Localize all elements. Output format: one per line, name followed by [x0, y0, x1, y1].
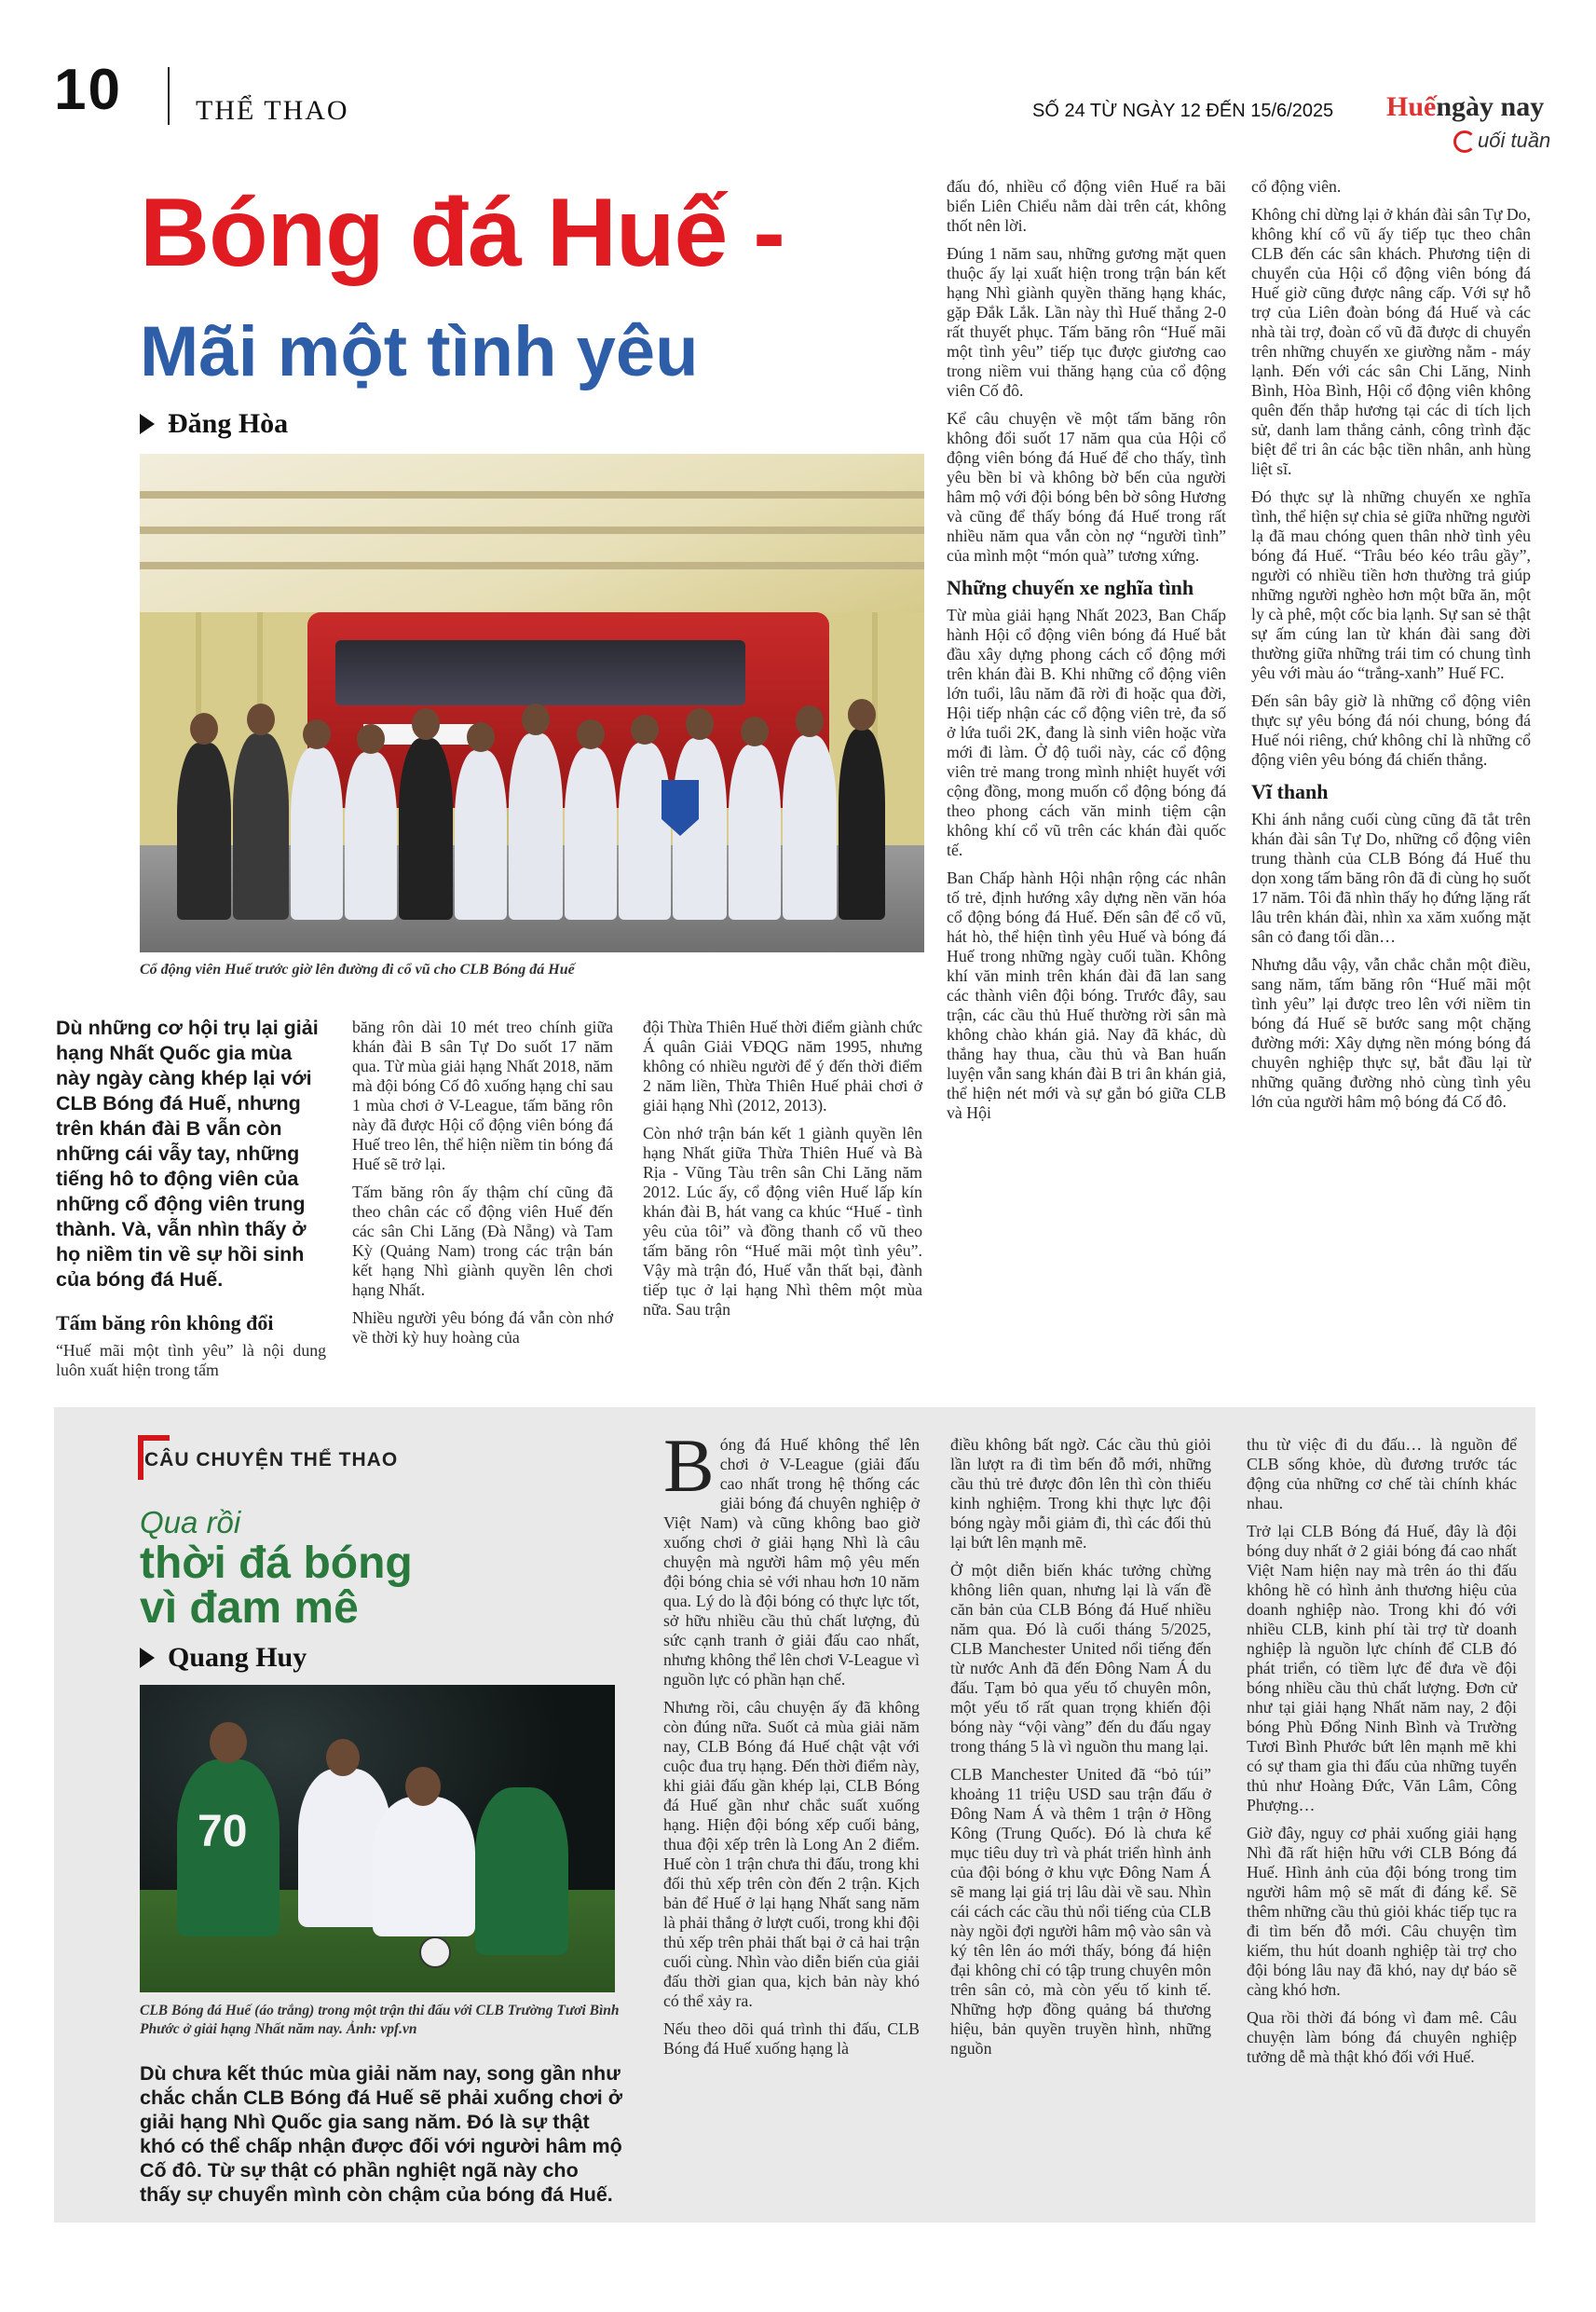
- paragraph: cổ động viên.: [1251, 177, 1342, 196]
- section-title: THỂ THAO: [196, 95, 349, 126]
- paragraph: Nhiều người yêu bóng đá vẫn còn nhớ về thời kỳ huy hoàng của: [352, 1308, 613, 1347]
- article-title-line2: Mãi một tình yêu: [140, 312, 699, 391]
- paragraph: Đúng 1 năm sau, những gương mặt quen thuộc ấy lại xuất hiện trong trận bán kết hạng Nhì giành quyền thăng hạng khác, gặp Đắk Lắk. Lần này thì Huế thắng 2-0 rất thuyết phục. Tấm băng rôn “Huế mãi một tình yêu” tiếp tục được giương cao trong niềm vui thăng hạng của cổ động viên Cố đô.: [947, 244, 1226, 400]
- sidebar-author: Quang Huy: [168, 1642, 307, 1673]
- paragraph: đấu đó, nhiều cổ động viên Huế ra bãi biển Liên Chiểu nằm dài trên cát, không thốt nên lời.: [947, 177, 1226, 235]
- paragraph: thu từ việc đi du đấu… là nguồn để CLB sống khỏe, dù đương trước tác động của những cơ chế tài chính khác nhau.: [1247, 1435, 1517, 1512]
- match-photo: 70: [140, 1685, 615, 1992]
- subheading-bus-trips: Những chuyến xe nghĩa tình: [947, 576, 1194, 599]
- sidebar-column-3: [1247, 1435, 1517, 2075]
- paragraph: Không chỉ dừng lại ở khán đài sân Tự Do, không khí cổ vũ ấy tiếp tục theo chân CLB đến các sân khách. Phương tiện di chuyển của Hội cổ động viên bóng đá Huế giờ cũng được nâng cấp. Với sự hỗ trợ của Liên đoàn bóng đá Huế và các nhà tài trợ, đoàn cổ vũ đã được di chuyển trên những chuyến xe giường nằm - máy lạnh. Đến với các sân Chi Lăng, Ninh Bình, Hòa Bình, Hội cổ động viên không quên đến thắp hương tại các di tích lịch sử, danh lam thắng cảnh, công trình đặc biệt để tri ân các bậc tiền nhân, anh hùng liệt sĩ.: [1251, 205, 1531, 478]
- sidebar-column-2: [950, 1435, 1211, 2067]
- fans-photo: [140, 454, 924, 952]
- fan-group: [177, 705, 885, 920]
- header-divider: [168, 67, 170, 125]
- article-column-3: [643, 1018, 922, 1328]
- sidebar-lead: Dù chưa kết thúc mùa giải năm nay, song gần như chắc chắn CLB Bóng đá Huế sẽ phải xuống chơi ở giải hạng Nhì Quốc gia sang năm. Đó là sự thật khó có thể chấp nhận được đối với người hâm mộ Cố đô. Từ sự thật có phần nghiệt ngã này cho thấy sự chuyển mình còn chậm của bóng đá Huế.: [140, 2062, 622, 2206]
- paragraph: Từ mùa giải hạng Nhất 2023, Ban Chấp hành Hội cổ động viên bóng đá Huế bắt đầu xây dựng phong cách cổ động mới trên khán đài B. Khi những cổ động viên lớn tuổi, lâu năm đã rời đi hoặc qua đời, Hội tiếp nhận các cổ động viên trẻ, đa số ở lứa tuổi 2K, đang là sinh viên hoặc vừa mới đi làm. Ở độ tuổi này, các cổ động viên trẻ mang trong mình nhiệt huyết với cộng đồng, mong muốn cổ động bóng đá theo phong cách văn minh tiệm cận không khí cổ vũ trên các khán đài quốc tế.: [947, 606, 1226, 859]
- triangle-icon: [140, 1648, 155, 1668]
- subheading-epilogue: Vĩ thanh: [1251, 780, 1329, 803]
- drop-cap: B: [663, 1423, 715, 1508]
- sidebar-label: CÂU CHUYỆN THỂ THAO: [144, 1449, 399, 1471]
- paragraph: Nhưng rồi, câu chuyện ấy đã không còn đúng nữa. Suốt cả mùa giải năm nay, CLB Bóng đá Huế chật vật với cuộc đua trụ hạng. Đến thời điểm này, khi giải đấu gần khép lại, CLB Bóng đá Huế gần như chắc suất xuống hạng. Hiện đội bóng xếp cuối bảng, thua đội xếp trên là Long An 2 điểm. Huế còn 1 trận chưa thi đấu, trong khi đối thủ xếp trên còn đến 2 trận. Kịch bản để Huế ở lại hạng Nhất sang năm là phải thắng ở lượt cuối, trong khi đội thủ xếp trên phải thất bại ở cả hai trận cuối cùng. Nhìn vào diễn biến của giải đấu thời gian qua, kịch bản này khó có thể xảy ra.: [663, 1698, 920, 2010]
- paragraph: Kể câu chuyện về một tấm băng rôn không đổi suốt 17 năm qua của Hội cổ động viên bóng đá Huế để cho thấy, tình yêu bền bỉ và không bờ bến của người hâm mộ với đội bóng bên bờ sông Hương và cũng để thấy bóng đá Huế trong rất nhiều năm qua vẫn còn nợ “người tình” của mình một “món quà” tương xứng.: [947, 409, 1226, 565]
- article-column-2: [352, 1018, 613, 1356]
- sidebar-column-1: [663, 1423, 920, 2067]
- article-column-4: [947, 177, 1226, 1131]
- article-column-5: [1251, 177, 1531, 1120]
- logo-part-b: ngày nay: [1436, 91, 1545, 122]
- sidebar-byline: [140, 1642, 307, 1674]
- publication-sublogo: [1453, 129, 1550, 153]
- paragraph: Đó thực sự là những chuyến xe nghĩa tình, thể hiện sự chia sẻ giữa những người lạ đã mau chóng quen thân nhờ tình yêu bóng đá Huế. “Trâu béo kéo trâu gầy”, người có nhiều tiền hơn thường trả giúp những người nghèo hơn một bữa ăn, một ly cà phê, một cốc bia lạnh. Sự san sẻ thật sự ấm cúng lan từ khán đài sang đời thường giữa những trái tim có chung tình yêu với màu áo “trắng-xanh” Huế FC.: [1251, 487, 1531, 682]
- paragraph: CLB Manchester United đã “bỏ túi” khoảng 11 triệu USD sau trận đấu ở Đông Nam Á và thêm 1 trận ở Hồng Kông (Trung Quốc). Đó là chưa kể mục tiêu duy trì và phát triển hình ảnh của đội bóng ở khu vực Đông Nam Á sẽ mang lại giá trị lâu dài về sau. Nhìn cái cách các cầu thủ nổi tiếng của CLB này ngồi đợi người hâm mộ vào sân và ký tên lên áo mới thấy, bóng đá hiện đại không chỉ có tập trung chuyên môn trên sân cỏ, mà còn yếu tố kinh tế. Những hợp đồng quảng bá thương hiệu, bản quyền truyền hình, những nguồn: [950, 1765, 1211, 2058]
- paragraph: Nếu theo dõi quá trình thi đấu, CLB Bóng đá Huế xuống hạng là: [663, 2019, 920, 2058]
- paragraph: “Huế mãi một tình yêu” là nội dung luôn xuất hiện trong tấm: [56, 1341, 326, 1379]
- paragraph: Khi ánh nắng cuối cùng cũng đã tắt trên khán đài sân Tự Do, những cổ động viên trung thành của CLB Bóng đá Huế thu dọn xong tấm băng rôn đã đi cùng họ suốt 17 năm. Tôi đã nhìn thấy họ đứng lặng rất lâu trên khán đài, nhìn xa xăm xuống mặt sân cỏ đang tối dần…: [1251, 810, 1531, 946]
- paragraph: Đến sân bây giờ là những cổ động viên thực sự yêu bóng đá nói chung, bóng đá Huế nói riêng, chứ không chỉ là những cổ động viên yêu bóng đá chiến thắng.: [1251, 691, 1531, 769]
- publication-logo: [1386, 91, 1544, 123]
- paragraph-text: óng đá Huế không thể lên chơi ở V-League (giải đấu cao nhất trong hệ thống các giải bóng đá chuyên nghiệp ở Việt Nam) và cũng không bao giờ xuống chơi ở giải hạng Nhì là câu chuyện mà người hâm mộ yêu mến đội bóng chia sẻ với nhau hơn 10 năm qua. Lý do là đội bóng có thực lực tốt, sở hữu nhiều cầu thủ chất lượng, đủ sức cạnh tranh ở giải đấu cao nhất, nhưng không thể lên chơi V-League vì nguồn lực có phần hạn chế.: [663, 1435, 920, 1689]
- issue-info: SỐ 24 TỪ NGÀY 12 ĐẾN 15/6/2025: [1032, 101, 1334, 121]
- author-name: Đăng Hòa: [168, 408, 289, 439]
- article-title-line1: Bóng đá Huế -: [140, 179, 784, 287]
- triangle-icon: [140, 414, 155, 434]
- sublogo-text: uối tuần: [1478, 129, 1551, 152]
- paragraph: điều không bất ngờ. Các cầu thủ giỏi lần lượt ra đi tìm bến đỗ mới, những cầu thủ trẻ được đôn lên thì còn thiếu kinh nghiệm. Trong khi thực lực đội bóng ngày mỗi giảm đi, thì các đối thủ lại bứt lên mạnh mẽ.: [950, 1435, 1211, 1552]
- paragraph: băng rôn dài 10 mét treo chính giữa khán đài B sân Tự Do suốt 17 năm qua. Từ mùa giải hạng Nhất 2018, năm mà đội bóng Cố đô xuống hạng chỉ sau 1 mùa chơi ở V-League, tấm băng rôn này đã được Hội cổ động viên bóng đá Huế treo lên, thể hiện niềm tin bóng đá Huế sẽ trở lại.: [352, 1018, 613, 1173]
- paragraph: Trở lại CLB Bóng đá Huế, đây là đội bóng duy nhất ở 2 giải bóng đá cao nhất Việt Nam hiện nay mà trên áo thi đấu không hề có hình ảnh thương hiệu của doanh nghiệp nào. Trong khi đó với nhiều CLB, kinh phí tài trợ từ doanh nghiệp là nguồn lực chính để CLB đó phát triển, có tiềm lực để đưa về đội bóng nhiều cầu thủ chất lượng. Đơn cử như tại giải hạng Nhất năm nay, 2 đội bóng Phù Đổng Ninh Bình và Trường Tươi Bình Phước bứt lên mạnh mẽ khi có sự tham gia thi đấu của những tuyển thủ như Hoàng Đức, Văn Lâm, Công Phượng…: [1247, 1522, 1517, 1814]
- logo-part-a: Huế: [1386, 91, 1437, 122]
- photo-caption: Cổ động viên Huế trước giờ lên đường đi cổ vũ cho CLB Bóng đá Huế: [140, 962, 575, 978]
- stadium-roof: [140, 454, 924, 612]
- paragraph: Ban Chấp hành Hội nhận rộng các nhân tố trẻ, định hướng xây dựng nền văn hóa cổ động bóng đá Huế. Đến sân để cổ vũ, hát hò, thể hiện tình yêu Huế và bóng đá Huế trong những ngày cuối tuần. Không khí văn minh trên khán đài đã lan sang các thành viên đội bóng. Trước đây, sau trận, các cầu thủ Huế thường rời sân mà không chào khán giả. Nay đã khác, dù thắng hay thua, cầu thủ và Ban huấn luyện vẫn sang khán đài B tri ân khán giả, thể hiện nét mới và sự gắn bó giữa CLB và Hội: [947, 869, 1226, 1122]
- sidebar-title: [140, 1541, 413, 1631]
- paragraph: đội Thừa Thiên Huế thời điểm giành chức Á quân Giải VĐQG năm 1995, nhưng không có nhiều người để ý đến thời điểm 2 năm liền, Thừa Thiên Huế phải chơi ở giải hạng Nhì (2012, 2013).: [643, 1018, 922, 1115]
- sidebar-title-line2: thời đá bóng: [140, 1539, 413, 1588]
- paragraph: Qua rồi thời đá bóng vì đam mê. Câu chuyện làm bóng đá chuyên nghiệp tưởng dễ mà thật khó đối với Huế.: [1247, 2008, 1517, 2066]
- sidebar-title-line1: Qua rồi: [140, 1505, 241, 1539]
- article-byline: [140, 408, 288, 440]
- paragraph: Nhưng dẫu vậy, vẫn chắc chắn một điều, sang năm, tấm băng rôn “Huế mãi một tình yêu” lại được treo lên với niềm tin bóng đá Huế sẽ bước sang một chặng đường mới: Xây dựng nền móng bóng đá chuyên nghiệp thực sự, bắt đầu lại từ những quãng đường nhỏ cùng tình yêu lớn của người hâm mộ bóng đá Cố đô.: [1251, 955, 1531, 1111]
- paragraph: Tấm băng rôn ấy thậm chí cũng đã theo chân các cổ động viên Huế đến các sân Chi Lăng (Đà Nẵng) và Tam Kỳ (Quảng Nam) trong các trận bán kết hạng Nhì giành quyền lên chơi hạng Nhất.: [352, 1183, 613, 1299]
- sidebar-title-line3: vì đam mê: [140, 1583, 359, 1633]
- paragraph: [663, 1423, 920, 1690]
- paragraph: Còn nhớ trận bán kết 1 giành quyền lên hạng Nhất giữa Thừa Thiên Huế và Bà Rịa - Vũng Tàu trên sân Chi Lăng năm 2012. Lúc ấy, cổ động viên Huế lấp kín khán đài B, hát vang ca khúc “Huế - tình yêu của tôi” và đồng thanh cổ vũ theo tấm băng rôn “Huế mãi một tình yêu”. Vậy mà trận đó, Huế vẫn thất bại, đành tiếp tục ở lại hạng Nhì thêm một mùa nữa. Sau trận: [643, 1124, 922, 1319]
- c-logo-icon: [1453, 130, 1476, 153]
- page-number: 10: [54, 58, 122, 122]
- paragraph: Giờ đây, nguy cơ phải xuống giải hạng Nhì đã rất hiện hữu với CLB Bóng đá Huế. Hình ảnh của đội bóng trong tim người hâm mộ sẽ mất đi đáng kể. Sẽ thêm những cầu thủ giỏi khác tiếp tục ra đi tìm bến đỗ mới. Câu chuyện tìm kiếm, thu hút doanh nghiệp tài trợ cho đội bóng lâu nay đã khó, nay dự báo sẽ càng khó hơn.: [1247, 1824, 1517, 1999]
- sidebar-photo-caption: CLB Bóng đá Huế (áo trắng) trong một trận thi đấu với CLB Trường Tươi Bình Phước ở giải hạng Nhất năm nay. Ảnh: vpf.vn: [140, 2003, 620, 2037]
- paragraph: Ở một diễn biến khác tưởng chừng không liên quan, nhưng lại là vấn đề căn bản của CLB Bóng đá Huế nhiều năm qua. Đó là cuối tháng 5/2025, CLB Manchester United nổi tiếng đến từ nước Anh đã đến Đông Nam Á du đấu. Tạm bỏ qua yếu tố chuyên môn, một yếu tố rất quan trọng khiến đội bóng này “vội vàng” đến du đấu ngay trong tháng 5 là vì nguồn thu mang lại.: [950, 1561, 1211, 1756]
- article-column-1: [56, 1016, 326, 1389]
- subheading-banner: Tấm băng rôn không đổi: [56, 1311, 274, 1334]
- article-lead: Dù những cơ hội trụ lại giải hạng Nhất Quốc gia mùa này ngày càng khép lại với CLB Bóng đá Huế, nhưng trên khán đài B vẫn còn những cái vẫy tay, những tiếng hô to động viên của những cổ động viên trung thành. Và, vẫn nhìn thấy ở họ niềm tin về sự hồi sinh của bóng đá Huế.: [56, 1017, 319, 1291]
